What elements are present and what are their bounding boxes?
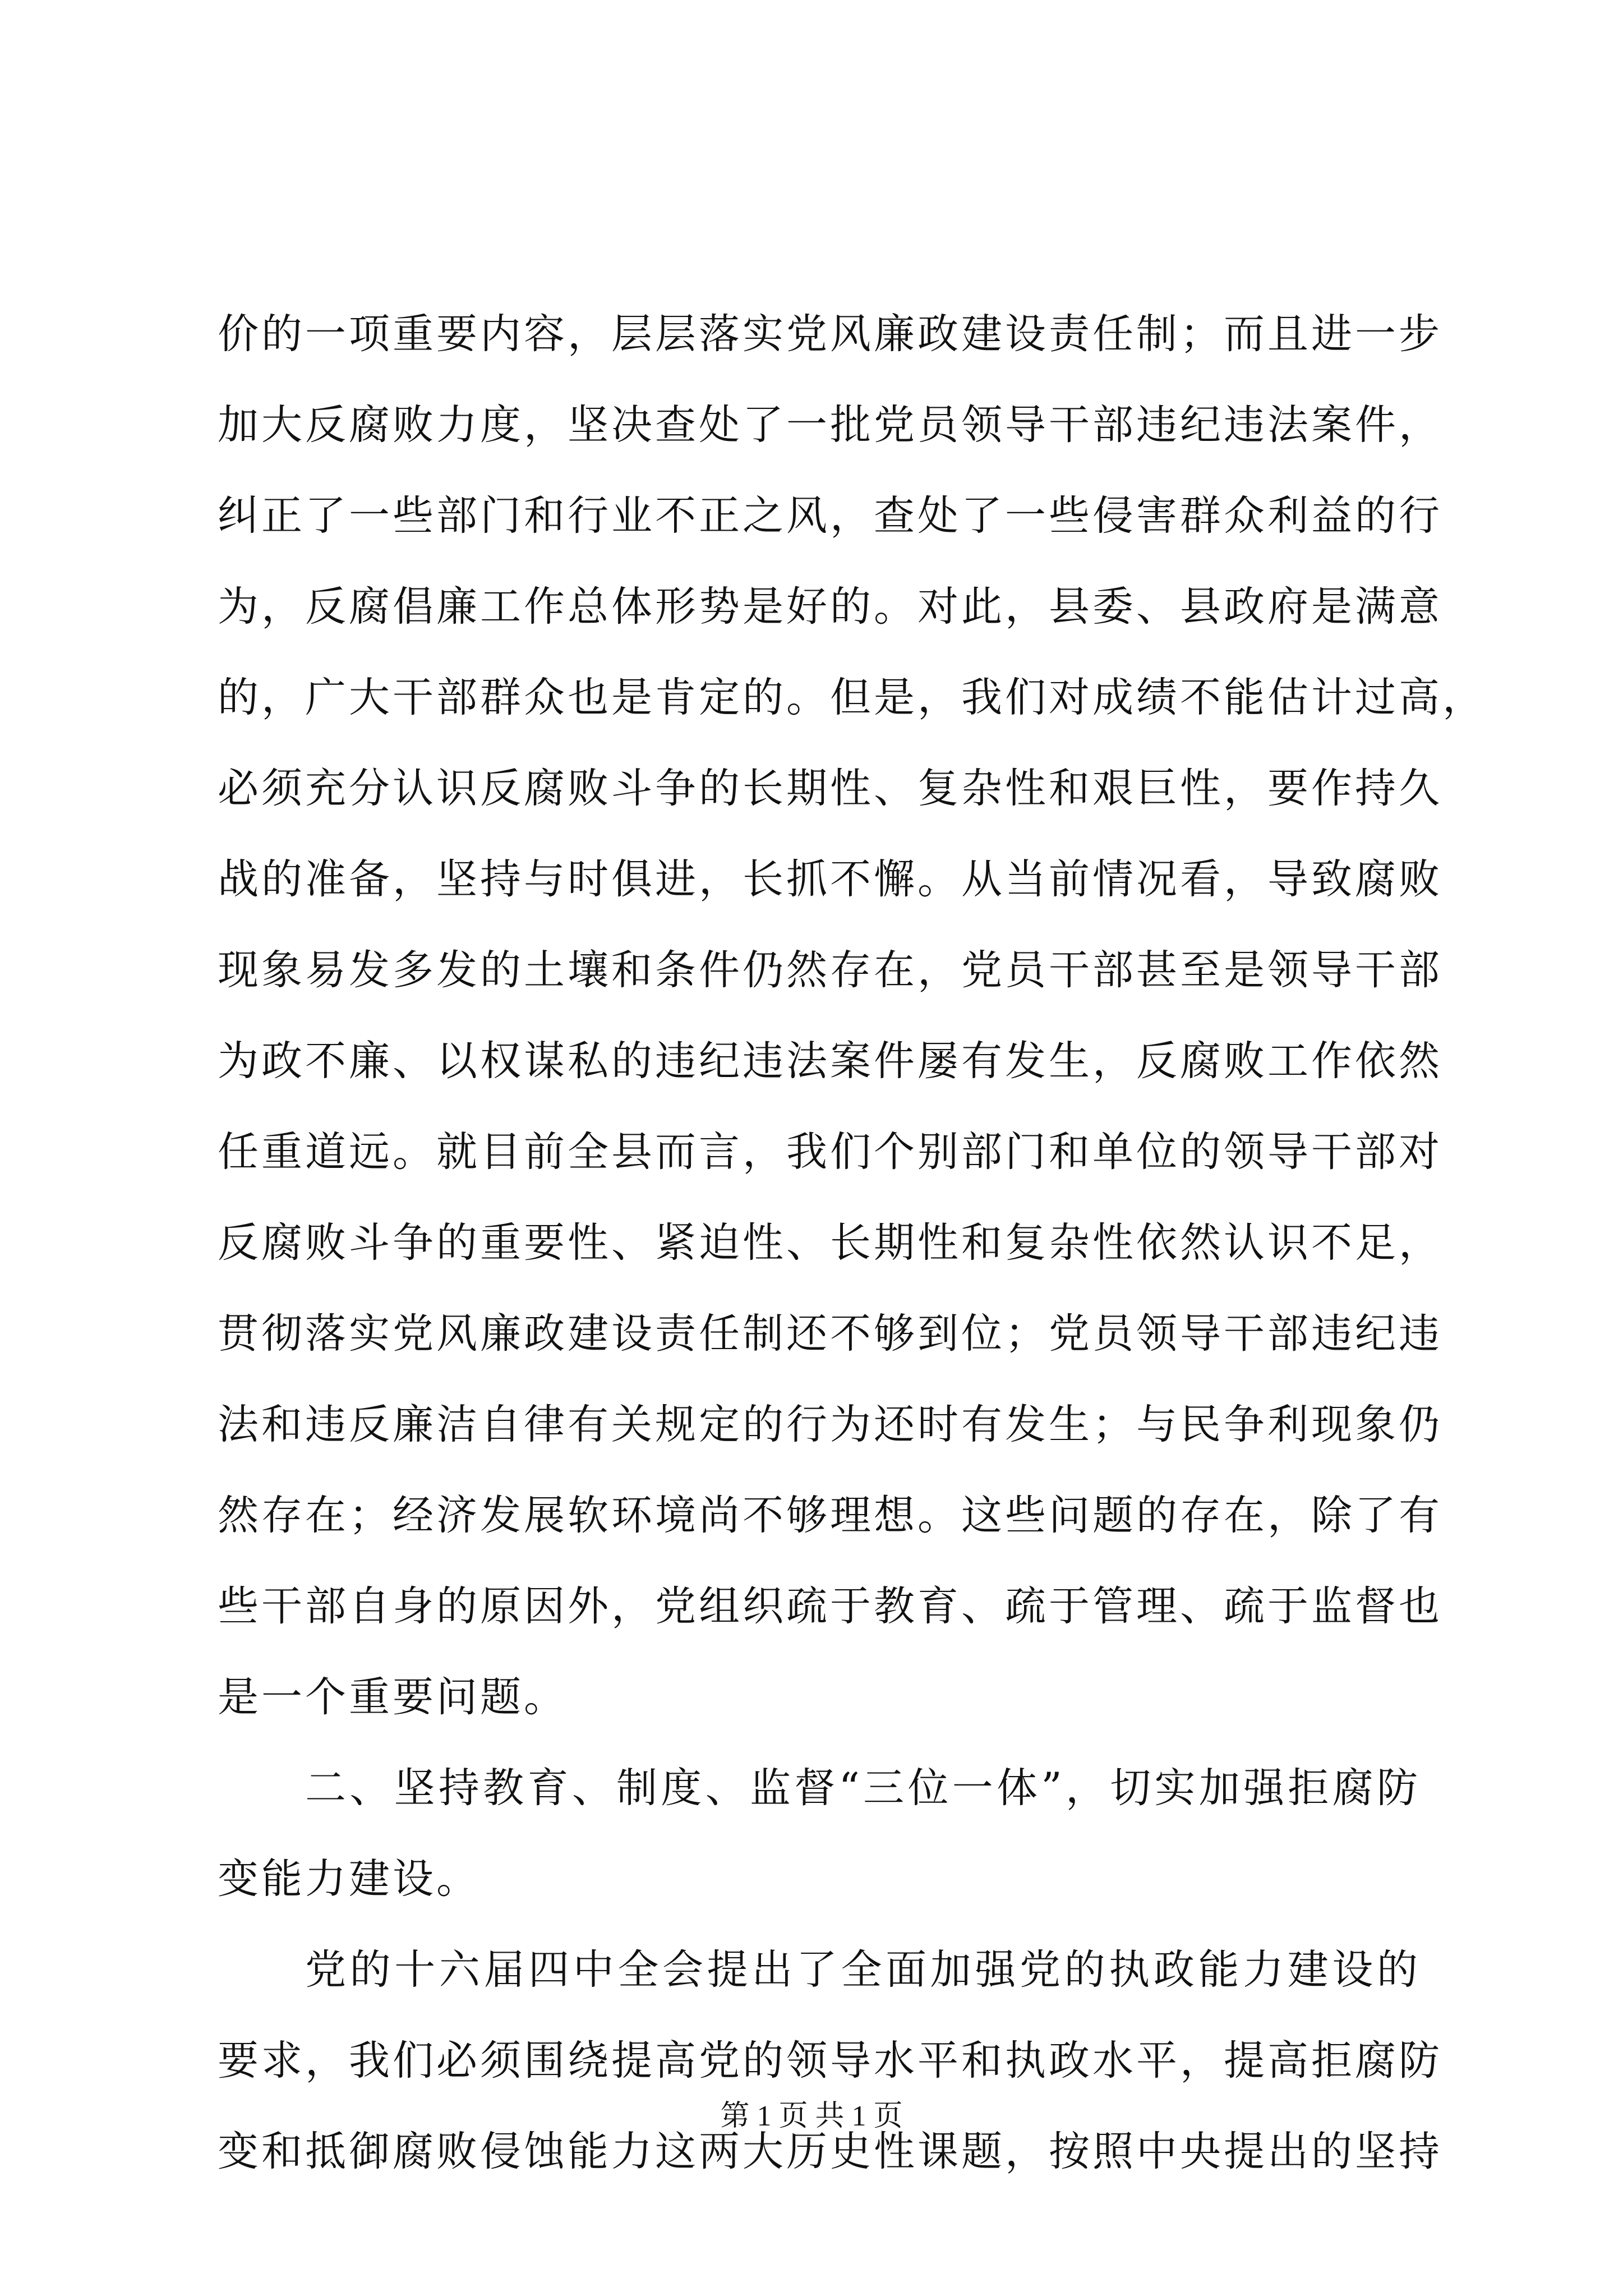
- text-line: 党的十六届四中全会提出了全面加强党的执政能力建设的: [305, 1946, 1421, 1994]
- document-body: [218, 289, 1486, 2197]
- text-line: 价的一项重要内容，层层落实党风廉政建设责任制；而且进一步: [218, 310, 1442, 358]
- text-line: 是一个重要问题。: [218, 1673, 568, 1721]
- text-line: 为政不廉、以权谋私的违纪违法案件屡有发生，反腐败工作依然: [218, 1037, 1442, 1085]
- text-line: 战的准备，坚持与时俱进，长抓不懈。从当前情况看，导致腐败: [218, 855, 1442, 903]
- text-line: 任重道远。就目前全县而言，我们个别部门和单位的领导干部对: [218, 1128, 1442, 1176]
- text-line: 的，广大干部群众也是肯定的。但是，我们对成绩不能估计过高，: [218, 674, 1486, 721]
- text-line: 必须充分认识反腐败斗争的长期性、复杂性和艰巨性，要作持久: [218, 765, 1442, 812]
- text-line: 法和违反廉洁自律有关规定的行为还时有发生；与民争利现象仍: [218, 1401, 1442, 1448]
- text-line: 为，反腐倡廉工作总体形势是好的。对此，县委、县政府是满意: [218, 583, 1442, 631]
- text-line: 些干部自身的原因外，党组织疏于教育、疏于管理、疏于监督也: [218, 1582, 1442, 1630]
- page-footer: 第 1 页 共 1 页: [720, 2100, 903, 2132]
- text-line: 现象易发多发的土壤和条件仍然存在，党员干部甚至是领导干部: [218, 946, 1442, 994]
- section-heading-line: 二、坚持教育、制度、监督“三位一体”，切实加强拒腐防: [305, 1764, 1421, 1812]
- section-heading-line: 变能力建设。: [218, 1855, 480, 1903]
- text-line: 反腐败斗争的重要性、紧迫性、长期性和复杂性依然认识不足，: [218, 1219, 1442, 1267]
- text-line: 贯彻落实党风廉政建设责任制还不够到位；党员领导干部违纪违: [218, 1310, 1442, 1358]
- text-line: 要求，我们必须围绕提高党的领导水平和执政水平，提高拒腐防: [218, 2037, 1442, 2085]
- text-line: 加大反腐败力度，坚决查处了一批党员领导干部违纪违法案件，: [218, 401, 1442, 449]
- text-line: 变和抵御腐败侵蚀能力这两大历史性课题，按照中央提出的坚持: [218, 2128, 1442, 2175]
- text-line: 然存在；经济发展软环境尚不够理想。这些问题的存在，除了有: [218, 1492, 1442, 1539]
- text-line: 纠正了一些部门和行业不正之风，查处了一些侵害群众利益的行: [218, 492, 1442, 540]
